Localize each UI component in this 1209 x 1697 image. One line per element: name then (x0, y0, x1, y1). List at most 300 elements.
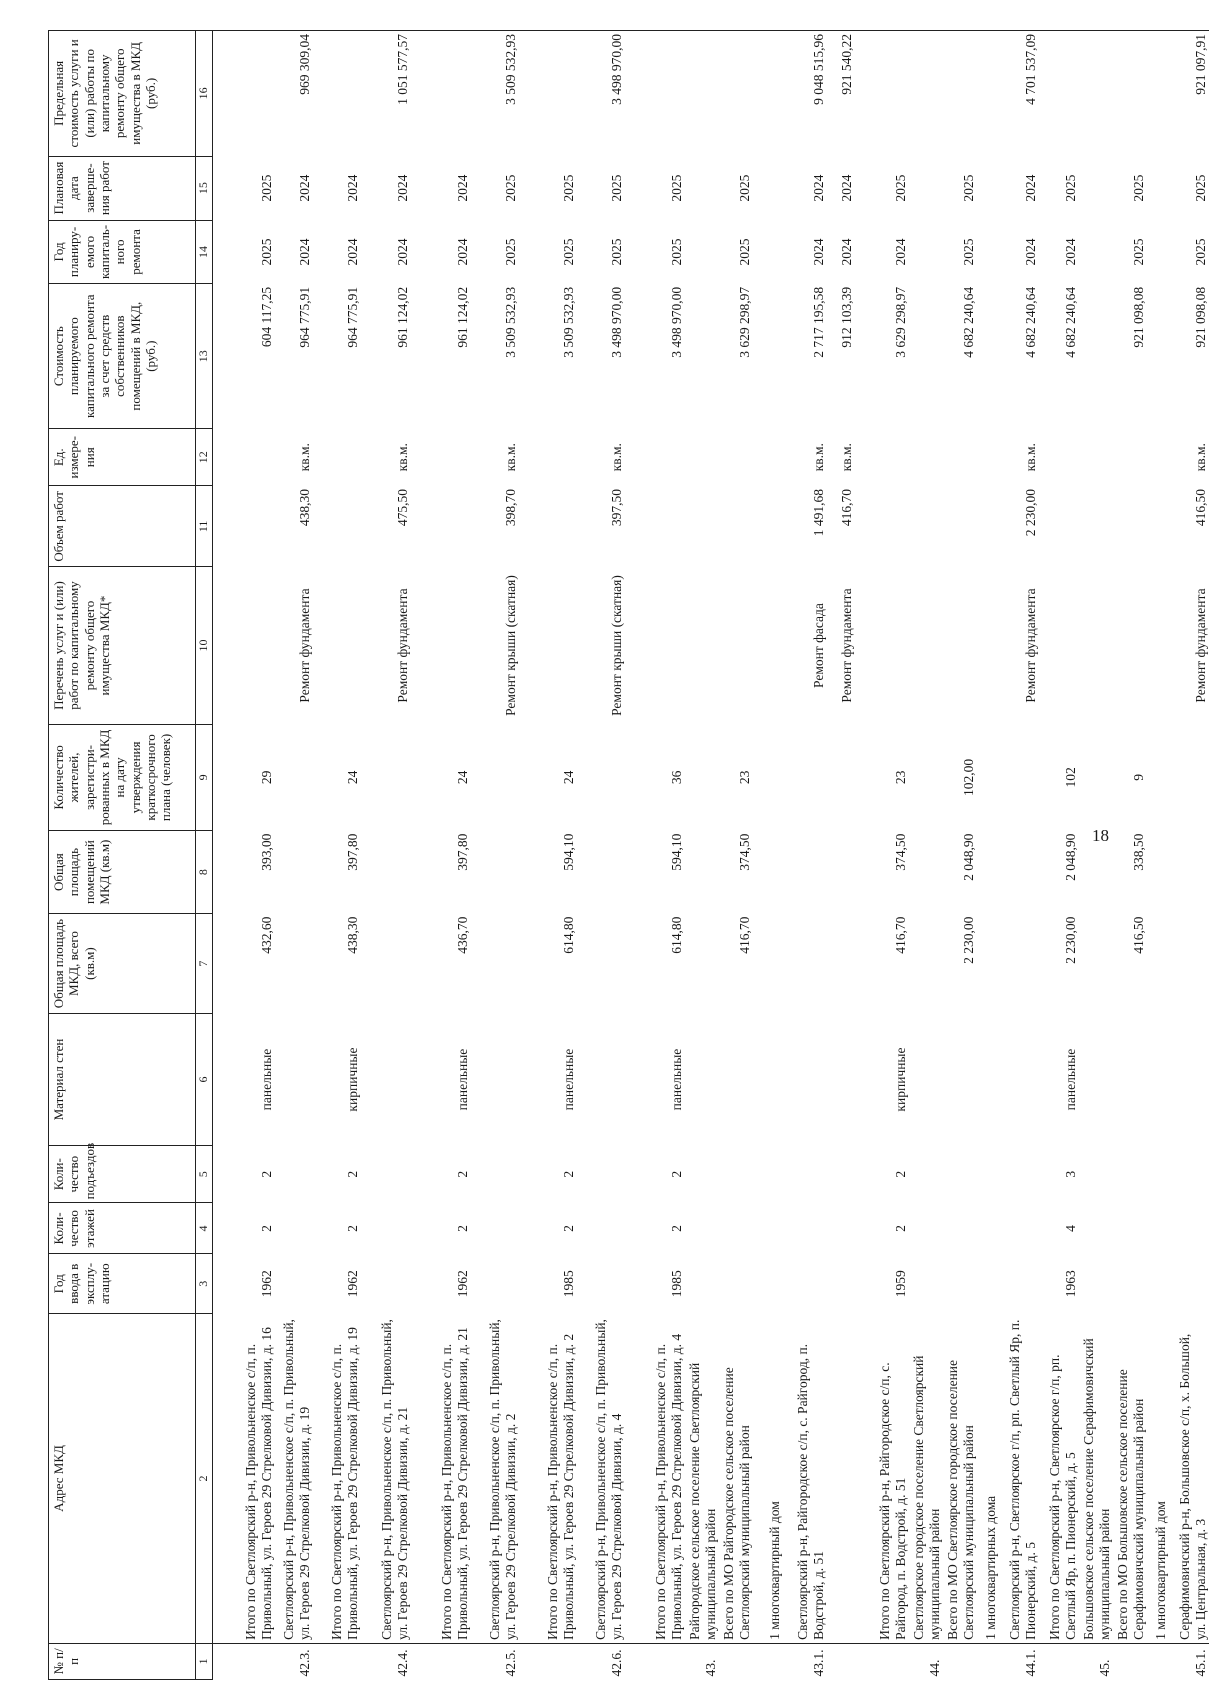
cell-col-10: Ремонт крыши (скатная) (502, 575, 518, 716)
cell-col-10 (625, 567, 685, 724)
cell-col-5 (471, 1145, 519, 1202)
cell-col-16: 969 309,04 (275, 31, 313, 157)
table-row (855, 31, 909, 1680)
cell-col-1 (753, 1643, 783, 1679)
cell-col-14: 2024 (296, 238, 312, 266)
cell-col-9 (1147, 724, 1169, 830)
cell-col-5 (361, 1145, 411, 1202)
cell-col-15 (977, 156, 999, 220)
cell-col-1: 43.1. (810, 1649, 826, 1677)
table-body (213, 31, 1209, 1680)
cell-col-4 (1169, 1203, 1209, 1254)
cell-col-6 (753, 1014, 783, 1146)
cell-col-2 (827, 1314, 855, 1644)
cell-col-8 (275, 831, 313, 914)
cell-col-15: 2025 (608, 174, 624, 202)
cell-col-1 (213, 1643, 275, 1679)
cell-col-9 (1169, 724, 1209, 830)
cell-col-10 (519, 567, 577, 724)
cell-col-12: кв.м. (502, 443, 518, 472)
cell-col-13: 4 682 240,64 (960, 286, 976, 358)
cell-col-16: 3 509 532,93 (471, 31, 519, 157)
cell-col-11 (213, 486, 275, 567)
cell-col-4: 2 (258, 1225, 274, 1232)
cell-col-10 (1147, 567, 1169, 724)
cell-col-11: 416,50 (1192, 488, 1208, 527)
cell-col-13 (753, 284, 783, 429)
cell-col-12: кв.м. (296, 443, 312, 472)
header-cell-12: Ед. измере-ния (49, 429, 196, 486)
cell-col-14: 2024 (838, 238, 854, 266)
cell-col-13: 4 682 240,64 (1022, 286, 1038, 358)
column-number-4: 4 (196, 1203, 213, 1254)
cell-col-14 (909, 220, 943, 284)
cell-col-2: 1 многоквартирный дом (1147, 1314, 1169, 1644)
cell-col-13: 3 629 298,97 (892, 286, 908, 358)
cell-col-11 (1039, 486, 1079, 567)
cell-col-13: 921 098,08 (1192, 286, 1208, 348)
cell-col-1: 42.3. (296, 1649, 312, 1677)
cell-col-10: Ремонт фундамента (838, 588, 854, 703)
header-cell-5: Коли-чество подъездов (49, 1145, 196, 1202)
cell-col-8: 397,80 (344, 833, 360, 871)
column-number-7: 7 (196, 914, 213, 1014)
header-row (49, 31, 196, 1680)
cell-col-1 (827, 1643, 855, 1679)
cell-col-2: Светлоярский р-н, Привольненское с/п, п. Привольный, ул. Героев 29 Стрелковой Дивизии, д. 2 (471, 1314, 519, 1644)
table-row (275, 31, 313, 1680)
cell-col-5 (1113, 1145, 1147, 1202)
cell-col-16 (719, 31, 753, 157)
cell-col-9 (753, 724, 783, 830)
cell-col-7: 438,30 (344, 916, 360, 954)
header-cell-1: № п/п (49, 1643, 196, 1679)
cell-col-3 (783, 1254, 827, 1314)
cell-col-10 (1113, 567, 1147, 724)
cell-col-1 (977, 1643, 999, 1679)
cell-col-14: 2024 (454, 238, 470, 266)
cell-col-16 (1079, 31, 1113, 157)
cell-col-16 (411, 31, 471, 157)
cell-col-10: Ремонт фасада (810, 603, 826, 688)
cell-col-3 (999, 1254, 1039, 1314)
cell-col-10: Ремонт фундамента (1022, 588, 1038, 703)
cell-col-14 (753, 220, 783, 284)
cell-col-9 (471, 724, 519, 830)
cell-col-14 (1147, 220, 1169, 284)
header-cell-7: Общая площадь МКД, всего (кв.м) (49, 914, 196, 1014)
cell-col-4 (577, 1203, 625, 1254)
cell-col-4 (999, 1203, 1039, 1254)
header-cell-14: Год планиру-емого капиталь-ного ремонта (49, 220, 196, 284)
cell-col-9 (977, 724, 999, 830)
header-cell-4: Коли-чество этажей (49, 1203, 196, 1254)
cell-col-3 (275, 1254, 313, 1314)
cell-col-9: 102 (1062, 767, 1078, 788)
cell-col-6: панельные (258, 1048, 274, 1111)
cell-col-6 (361, 1014, 411, 1146)
cell-col-6 (1169, 1014, 1209, 1146)
cell-col-12 (313, 429, 361, 486)
cell-col-5 (909, 1145, 943, 1202)
cell-col-14: 2025 (502, 238, 518, 266)
cell-col-5 (943, 1145, 977, 1202)
column-number-row (196, 31, 213, 1680)
cell-col-2: Итого по Светлоярский р-н, Привольненское с/п, п. Привольный, ул. Героев 29 Стрелковой Дивизии, д. 21 (411, 1314, 471, 1644)
cell-col-3 (753, 1254, 783, 1314)
cell-col-5 (685, 1145, 719, 1202)
cell-col-6 (943, 1014, 977, 1146)
cell-col-5 (577, 1145, 625, 1202)
cell-col-8: 2 048,90 (1062, 833, 1078, 881)
column-number-15: 15 (196, 156, 213, 220)
cell-col-8: 594,10 (560, 833, 576, 871)
cell-col-14: 2025 (960, 238, 976, 266)
cell-col-10 (1079, 567, 1113, 724)
cell-col-1 (1039, 1643, 1079, 1679)
cell-col-13: 604 117,25 (258, 286, 274, 348)
cell-col-16 (313, 31, 361, 157)
cell-col-10 (719, 567, 753, 724)
cell-col-11 (625, 486, 685, 567)
cell-col-12 (1039, 429, 1079, 486)
cell-col-10: Ремонт фундамента (296, 588, 312, 703)
cell-col-2: Итого по Светлоярский р-н, Привольненское с/п, п. Привольный, ул. Героев 29 Стрелковой Дивизии, д. 16 (213, 1314, 275, 1644)
cell-col-11 (943, 486, 977, 567)
cell-col-2: Итого по Светлоярский р-н, Светлоярское г/п, рп. Светлый Яр, п. Пионерский, д. 5 (1039, 1314, 1079, 1644)
cell-col-1: 42.4. (394, 1649, 410, 1677)
column-number-14: 14 (196, 220, 213, 284)
table-row (1039, 31, 1079, 1680)
cell-col-12 (1147, 429, 1169, 486)
cell-col-12: кв.м. (1192, 443, 1208, 472)
cell-col-11: 416,70 (838, 488, 854, 527)
cell-col-7: 614,80 (668, 916, 684, 954)
cell-col-8: 338,50 (1130, 833, 1146, 871)
cell-col-7: 2 230,00 (1062, 916, 1078, 964)
cell-col-12 (213, 429, 275, 486)
cell-col-4: 4 (1062, 1225, 1078, 1232)
cell-col-16 (213, 31, 275, 157)
cell-col-1 (411, 1643, 471, 1679)
cell-col-11 (685, 486, 719, 567)
cell-col-12 (753, 429, 783, 486)
table-row (361, 31, 411, 1680)
cell-col-1 (943, 1643, 977, 1679)
column-number-11: 11 (196, 486, 213, 567)
cell-col-8: 393,00 (258, 833, 274, 871)
cell-col-13: 921 098,08 (1130, 286, 1146, 348)
cell-col-2: Итого по Светлоярский р-н, Привольненское с/п, п. Привольный, ул. Героев 29 Стрелковой Дивизии, д. 4 (625, 1314, 685, 1644)
cell-col-15: 2024 (394, 174, 410, 202)
cell-col-4 (1079, 1203, 1113, 1254)
cell-col-16 (519, 31, 577, 157)
cell-col-13 (977, 284, 999, 429)
cell-col-6 (977, 1014, 999, 1146)
cell-col-13: 3 498 970,00 (668, 286, 684, 358)
cell-col-7 (999, 914, 1039, 1014)
cell-col-8: 2 048,90 (960, 833, 976, 881)
table-row (519, 31, 577, 1680)
cell-col-5: 3 (1062, 1170, 1078, 1178)
cell-col-4: 2 (344, 1225, 360, 1232)
cell-col-12 (519, 429, 577, 486)
cell-col-1 (519, 1643, 577, 1679)
table-row (719, 31, 753, 1680)
table-row (1113, 31, 1147, 1680)
cell-col-2: Итого по Светлоярский р-н, Привольненское с/п, п. Привольный, ул. Героев 29 Стрелковой Дивизии, д. 19 (313, 1314, 361, 1644)
cell-col-9: 24 (454, 770, 470, 785)
cell-col-9 (1079, 724, 1113, 830)
cell-col-11 (753, 486, 783, 567)
cell-col-1: 43. (702, 1659, 718, 1677)
table-row (977, 31, 999, 1680)
cell-col-8 (827, 831, 855, 914)
cell-col-15 (685, 156, 719, 220)
cell-col-13: 964 775,91 (296, 286, 312, 348)
cell-col-7 (753, 914, 783, 1014)
cell-col-6 (275, 1014, 313, 1146)
column-number-2: 2 (196, 1314, 213, 1644)
cell-col-9: 23 (736, 770, 752, 785)
cell-col-8 (577, 831, 625, 914)
cell-col-16 (909, 31, 943, 157)
cell-col-4 (1113, 1203, 1147, 1254)
cell-col-16: 4 701 537,09 (999, 31, 1039, 157)
cell-col-4 (471, 1203, 519, 1254)
header-cell-10: Перечень услуг и (или) работ по капитальному ремонту общего имущества МКД* (49, 567, 196, 724)
cell-col-14: 2024 (892, 238, 908, 266)
cell-col-5 (1169, 1145, 1209, 1202)
cell-col-12 (977, 429, 999, 486)
cell-col-4: 2 (560, 1225, 576, 1232)
header-cell-6: Материал стен (49, 1014, 196, 1146)
cell-col-7 (1169, 914, 1209, 1014)
cell-col-11 (1079, 486, 1113, 567)
cell-col-5: 2 (344, 1170, 360, 1178)
cell-col-8 (1169, 831, 1209, 914)
cell-col-6 (719, 1014, 753, 1146)
table-row (783, 31, 827, 1680)
cell-col-8 (999, 831, 1039, 914)
cell-col-15: 2025 (960, 174, 976, 202)
cell-col-13: 3 509 532,93 (560, 286, 576, 358)
header-cell-2: Адрес МКД (49, 1314, 196, 1644)
cell-col-7 (471, 914, 519, 1014)
cell-col-6: панельные (454, 1048, 470, 1111)
table-row (685, 31, 719, 1680)
cell-col-3 (471, 1254, 519, 1314)
cell-col-3 (943, 1254, 977, 1314)
cell-col-11 (1113, 486, 1147, 567)
cell-col-4 (783, 1203, 827, 1254)
cell-col-14 (977, 220, 999, 284)
cell-col-3 (977, 1254, 999, 1314)
cell-col-15: 2025 (1062, 174, 1078, 202)
cell-col-7: 416,70 (892, 916, 908, 954)
cell-col-9 (783, 724, 827, 830)
table-row (471, 31, 519, 1680)
cell-col-8: 397,80 (454, 833, 470, 871)
cell-col-8 (753, 831, 783, 914)
table-row (313, 31, 361, 1680)
cell-col-7 (361, 914, 411, 1014)
cell-col-8 (977, 831, 999, 914)
column-number-6: 6 (196, 1014, 213, 1146)
column-number-3: 3 (196, 1254, 213, 1314)
cell-col-14: 2024 (1022, 238, 1038, 266)
cell-col-14: 2024 (1062, 238, 1078, 266)
cell-col-14: 2025 (608, 238, 624, 266)
cell-col-9 (577, 724, 625, 830)
cell-col-5 (783, 1145, 827, 1202)
cell-col-10 (1039, 567, 1079, 724)
cell-col-6 (471, 1014, 519, 1146)
table-row (411, 31, 471, 1680)
cell-col-1 (855, 1643, 909, 1679)
header-cell-16: Предельная стоимость услуги и (или) работы по капитальному ремонту общего имущества в МКД (руб.) (49, 31, 196, 157)
header-cell-15: Плановая дата заверше-ния работ (49, 156, 196, 220)
cell-col-4 (275, 1203, 313, 1254)
cell-col-13: 3 498 970,00 (608, 286, 624, 358)
cell-col-7 (1147, 914, 1169, 1014)
cell-col-15: 2024 (1022, 174, 1038, 202)
cell-col-8 (1079, 831, 1113, 914)
cell-col-4 (719, 1203, 753, 1254)
cell-col-9: 24 (344, 770, 360, 785)
cell-col-2: Итого по Светлоярский р-н, Привольненское с/п, п. Привольный, ул. Героев 29 Стрелковой Дивизии, д. 2 (519, 1314, 577, 1644)
cell-col-15: 2024 (838, 174, 854, 202)
cell-col-2: 1 многоквартирный дом (753, 1314, 783, 1644)
table-row (1169, 31, 1209, 1680)
cell-col-12: кв.м. (394, 443, 410, 472)
table-row (213, 31, 275, 1680)
cell-col-1: 42.6. (608, 1649, 624, 1677)
header-cell-9: Количество жителей, зарегистри-рованных в МКД на дату утверждения краткосрочного плана (человек) (49, 724, 196, 830)
cell-col-11 (1147, 486, 1169, 567)
cell-col-15: 2025 (560, 174, 576, 202)
cell-col-16: 921 097,91 (1169, 31, 1209, 157)
cell-col-4: 2 (454, 1225, 470, 1232)
cell-col-3 (1169, 1254, 1209, 1314)
cell-col-4 (977, 1203, 999, 1254)
cell-col-6 (783, 1014, 827, 1146)
table-row (625, 31, 685, 1680)
cell-col-7 (275, 914, 313, 1014)
cell-col-14: 2025 (1192, 238, 1208, 266)
cell-col-15: 2025 (736, 174, 752, 202)
cell-col-10 (313, 567, 361, 724)
cell-col-12 (625, 429, 685, 486)
cell-col-8 (685, 831, 719, 914)
cell-col-5: 2 (892, 1170, 908, 1178)
cell-col-11 (855, 486, 909, 567)
column-number-5: 5 (196, 1145, 213, 1202)
cell-col-3 (909, 1254, 943, 1314)
cell-col-5 (999, 1145, 1039, 1202)
cell-col-2: Всего по МО Светлоярское городское поселение Светлоярский муниципальный район (943, 1314, 977, 1644)
cell-col-13: 3 509 532,93 (502, 286, 518, 358)
cell-col-10 (855, 567, 909, 724)
cell-col-16: 1 051 577,57 (361, 31, 411, 157)
cell-col-6 (577, 1014, 625, 1146)
cell-col-8 (361, 831, 411, 914)
table-row (1147, 31, 1169, 1680)
cell-col-12: кв.м. (608, 443, 624, 472)
cell-col-13 (1147, 284, 1169, 429)
cell-col-3: 1962 (344, 1270, 360, 1298)
cell-col-14: 2024 (394, 238, 410, 266)
cell-col-4 (753, 1203, 783, 1254)
cell-col-16 (1039, 31, 1079, 157)
page-number: 18 (1092, 826, 1109, 845)
cell-col-3 (1147, 1254, 1169, 1314)
column-number-13: 13 (196, 284, 213, 429)
cell-col-15: 2025 (502, 174, 518, 202)
cell-col-8 (783, 831, 827, 914)
cell-col-14 (1079, 220, 1113, 284)
cell-col-16 (1113, 31, 1147, 157)
cell-col-15 (1147, 156, 1169, 220)
table-row (577, 31, 625, 1680)
cell-col-3 (719, 1254, 753, 1314)
cell-col-3 (361, 1254, 411, 1314)
cell-col-5: 2 (560, 1170, 576, 1178)
cell-col-6 (685, 1014, 719, 1146)
cell-col-2: Райгородское сельское поселение Светлоярский муниципальный район (685, 1314, 719, 1644)
cell-col-4 (361, 1203, 411, 1254)
cell-col-11 (977, 486, 999, 567)
cell-col-7 (909, 914, 943, 1014)
cell-col-3 (1113, 1254, 1147, 1314)
cell-col-14: 2025 (668, 238, 684, 266)
cell-col-6: кирпичные (892, 1047, 908, 1112)
cell-col-1: 44. (926, 1659, 942, 1677)
cell-col-11: 2 230,00 (1022, 488, 1038, 537)
cell-col-9: 102,00 (960, 758, 976, 796)
cell-col-7 (783, 914, 827, 1014)
cell-col-10: Ремонт крыши (скатная) (608, 575, 624, 716)
cell-col-15: 2025 (1130, 174, 1146, 202)
cell-col-16 (753, 31, 783, 157)
cell-col-5: 2 (258, 1170, 274, 1178)
cell-col-1 (1147, 1643, 1169, 1679)
cell-col-1 (625, 1643, 685, 1679)
cell-col-11 (411, 486, 471, 567)
cell-col-10 (909, 567, 943, 724)
cell-col-14 (685, 220, 719, 284)
cell-col-16 (1147, 31, 1169, 157)
cell-col-11: 438,30 (296, 488, 312, 527)
cell-col-9: 36 (668, 770, 684, 785)
cell-col-15 (753, 156, 783, 220)
cell-col-10: Ремонт фундамента (1192, 588, 1208, 703)
cell-col-5 (977, 1145, 999, 1202)
cell-col-13: 961 124,02 (394, 286, 410, 348)
cell-col-9: 24 (560, 770, 576, 785)
cell-col-5 (753, 1145, 783, 1202)
cell-col-7 (1079, 914, 1113, 1014)
cell-col-6 (827, 1014, 855, 1146)
cell-col-2: Светлоярский р-н, Райгородское с/п, с. Райгород, п. Водстрой, д. 51 (783, 1314, 827, 1644)
cell-col-3: 1985 (668, 1270, 684, 1298)
cell-col-9 (361, 724, 411, 830)
cell-col-2: Светлоярский р-н, Привольненское с/п, п. Привольный, ул. Героев 29 Стрелковой Дивизии, д. 4 (577, 1314, 625, 1644)
cell-col-11 (719, 486, 753, 567)
cell-col-8: 374,50 (892, 833, 908, 871)
cell-col-3 (827, 1254, 855, 1314)
cell-col-13: 912 103,39 (838, 286, 854, 348)
